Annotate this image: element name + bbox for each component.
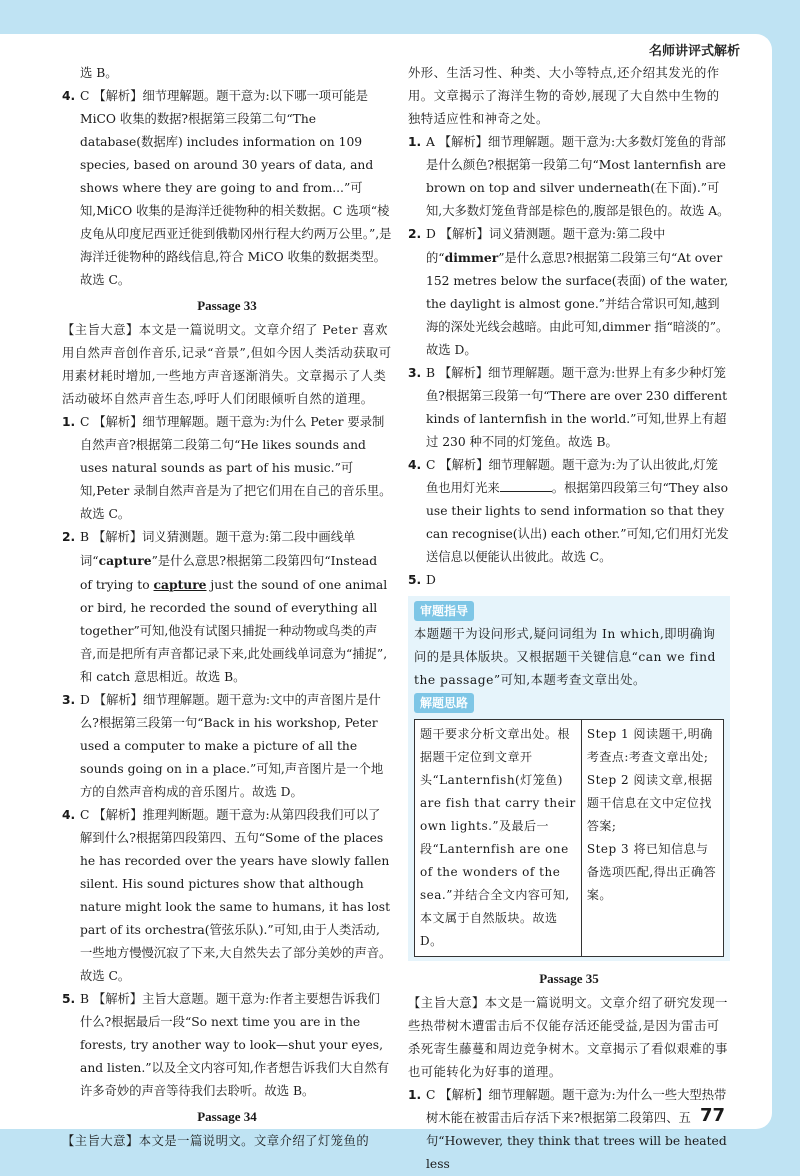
item-number: 2. [408, 227, 422, 241]
item-text: D 【解析】词义猜测题。题干意为:第二段中的“ [426, 227, 666, 265]
steps-right-cell [581, 720, 723, 957]
guidance-text: 本题题干为设问形式,疑问词组为 In which,即明确询问的是具体版块。又根据题干关键信息“can we find the passage”可知,本题考查文章出处。 [414, 627, 716, 687]
keyword: dimmer [444, 250, 499, 265]
answer-item [62, 804, 392, 988]
page-number: 77 [700, 1105, 726, 1126]
item-number: 4. [62, 808, 76, 822]
item-text: ”是什么意思?根据第二段第四句“Instead of trying to [80, 554, 378, 592]
main-idea: 【主旨大意】本文是一篇说明文。文章介绍了 Peter 喜欢用自然声音创作音乐,记录“音景”,但如今因人类活动获取可用素材耗时增加,一些地方声音逐渐消失。文章揭示了人类活动破坏自然声音生态,呼吁人们闭眼倾听自然的道理。 [62, 323, 392, 406]
guidance-badge: 审题指导 [414, 601, 474, 621]
item-number: 1. [62, 415, 76, 429]
answer-item [408, 362, 730, 454]
main-idea: 【主旨大意】本文是一篇说明文。文章介绍了研究发现一些热带树木遭雷击后不仅能存活还能受益,是因为雷击可杀死寄生藤蔓和周边竞争树木。文章揭示了看似艰难的事也可能转化为好事的道理。 [408, 996, 728, 1079]
answer-item [408, 454, 730, 569]
item-number: 3. [408, 366, 422, 380]
item-number: 1. [408, 1088, 422, 1102]
continued-text: 外形、生活习性、种类、大小等特点,还介绍其发光的作用。文章揭示了海洋生物的奇妙,展现了大自然中生物的独特适应性和神奇之处。 [408, 66, 720, 126]
passage-title: Passage 34 [197, 1109, 257, 1124]
continued-text: 选 B。 [80, 66, 118, 80]
guidance-box [408, 596, 730, 961]
item-number: 4. [408, 458, 422, 472]
item-number: 4. [62, 89, 76, 103]
answer-item [62, 85, 392, 292]
answer-item [62, 988, 392, 1103]
answer-blank [500, 479, 552, 492]
answer-item [62, 411, 392, 526]
step-2: Step 2 阅读文章,根据题干信息在文中定位找答案; [586, 773, 713, 833]
keyword: capture [98, 553, 152, 568]
item-text: B 【解析】细节理解题。题干意为:世界上有多少种灯笼鱼?根据第三段第一句“There are over 230 different kinds of lanternfish in the world.”可知,世界上有超过 230 种不同的灯笼鱼。故选 B。 [426, 366, 728, 449]
steps-table [414, 719, 724, 957]
item-text: D 【解析】细节理解题。题干意为:文中的声音图片是什么?根据第三段第一句“Back in his workshop, Peter used a computer to make a picture of all the sounds going on in a place.”可知,声音图片是一个地方的自然声音构成的音乐图片。故选 D。 [80, 693, 384, 799]
answer-item [408, 1084, 730, 1176]
item-number: 1. [408, 135, 422, 149]
steps-left-cell: 题干要求分析文章出处。根据题干定位到文章开头“Lanternfish(灯笼鱼) are fish that carry their own lights.”及最后一段“Lanternfish are one of the wonders of the sea.”并结合全文内容可知,本文属于自然版块。故选 D。 [415, 720, 582, 957]
step-1: Step 1 阅读题干,明确考查点:考查文章出处; [586, 727, 713, 764]
answer-item [62, 689, 392, 804]
item-text: ”是什么意思?根据第二段第三句“At over 152 metres below the surface(表面) of the water, the daylight is almost gone.”并结合常识可知,越到海的深处光线会越暗。由此可知,dimmer 指“暗淡的”。故选 D。 [426, 251, 729, 357]
right-column [408, 62, 730, 1176]
header-title: 名师讲评式解析 [648, 44, 740, 59]
steps-badge: 解题思路 [414, 693, 474, 713]
passage-title: Passage 33 [197, 298, 257, 313]
item-text: just the sound of one animal or bird, he recorded the sound of everything all together”可知,他没有试图只捕捉一种动物或鸟类的声音,而是把所有声音都记录下来,此处画线单词意为“捕捉”,和 catch 意思相近。故选 B。 [80, 578, 388, 684]
item-number: 5. [62, 992, 76, 1006]
step-3: Step 3 将已知信息与备选项匹配,得出正确答案。 [586, 842, 717, 902]
item-text: A 【解析】细节理解题。题干意为:大多数灯笼鱼的背部是什么颜色?根据第一段第二句“Most lanternfish are brown on top and silver underneath(在下面).”可知,大多数灯笼鱼背部是棕色的,腹部是银色的。故选 A。 [426, 135, 730, 218]
passage-title: Passage 35 [539, 971, 599, 986]
item-text: B 【解析】词义猜测题。题干意为:第二段中画线单词“ [80, 530, 356, 568]
item-text: C 【解析】推理判断题。题干意为:从第四段我们可以了解到什么?根据第四段第四、五句“Some of the places he has recorded over the years have slowly fallen silent. His sound pictures show that although nature might look the same to humans, it has lost part of its orchestra(管弦乐队).”可知,由于人类活动,一些地方慢慢沉寂了下来,大自然失去了部分美妙的声音。故选 C。 [80, 808, 392, 983]
item-text: D [426, 573, 436, 587]
answer-item [408, 223, 730, 362]
answer-item [408, 569, 730, 592]
item-number: 3. [62, 693, 76, 707]
item-text: C 【解析】细节理解题。题干意为:以下哪一项可能是 MiCO 收集的数据?根据第三段第二句“The database(数据库) includes information on 109 species, based on around 30 years of data, and shows where they are going to and from...”可知,MiCO 收集的是海洋迁徙物种的相关数据。C 选项“棱皮龟从印度尼西亚迁徙到俄勒冈州行程大约两万公里。”,是海洋迁徙物种的路线信息,符合 MiCO 收集的数据类型。故选 C。 [80, 89, 392, 287]
left-column [62, 62, 392, 1153]
underlined-word: capture [153, 577, 207, 592]
item-number: 5. [408, 573, 422, 587]
answer-item [408, 131, 730, 223]
item-number: 2. [62, 530, 76, 544]
main-idea: 【主旨大意】本文是一篇说明文。文章介绍了灯笼鱼的 [62, 1134, 370, 1148]
item-text: C 【解析】细节理解题。题干意为:为什么一些大型热带树木能在被雷击后存活下来?根据第二段第四、五句“However, they think that trees will be heated less [426, 1088, 727, 1171]
top-margin [0, 0, 800, 34]
item-text: 。根据第四段第三句“They also use their lights to send information so that they can recognise(认出) each other.”可知,它们用灯光发送信息以便能认出彼此。故选 C。 [426, 481, 729, 564]
item-text: B 【解析】主旨大意题。题干意为:作者主要想告诉我们什么?根据最后一段“So next time you are in the forests, try another way to look—shut your eyes, and listen.”以及全文内容可知,作者想告诉我们大自然有许多奇妙的声音等待我们去聆听。故选 B。 [80, 992, 390, 1098]
item-text: C 【解析】细节理解题。题干意为:为什么 Peter 要录制自然声音?根据第二段第二句“He likes sounds and uses natural sounds as part of his music.”可知,Peter 录制自然声音是为了把它们用在自己的音乐里。故选 C。 [80, 415, 392, 521]
item-text: C 【解析】细节理解题。题干意为:为了认出彼此,灯笼鱼也用灯光来 [426, 458, 718, 495]
answer-item [62, 526, 392, 689]
